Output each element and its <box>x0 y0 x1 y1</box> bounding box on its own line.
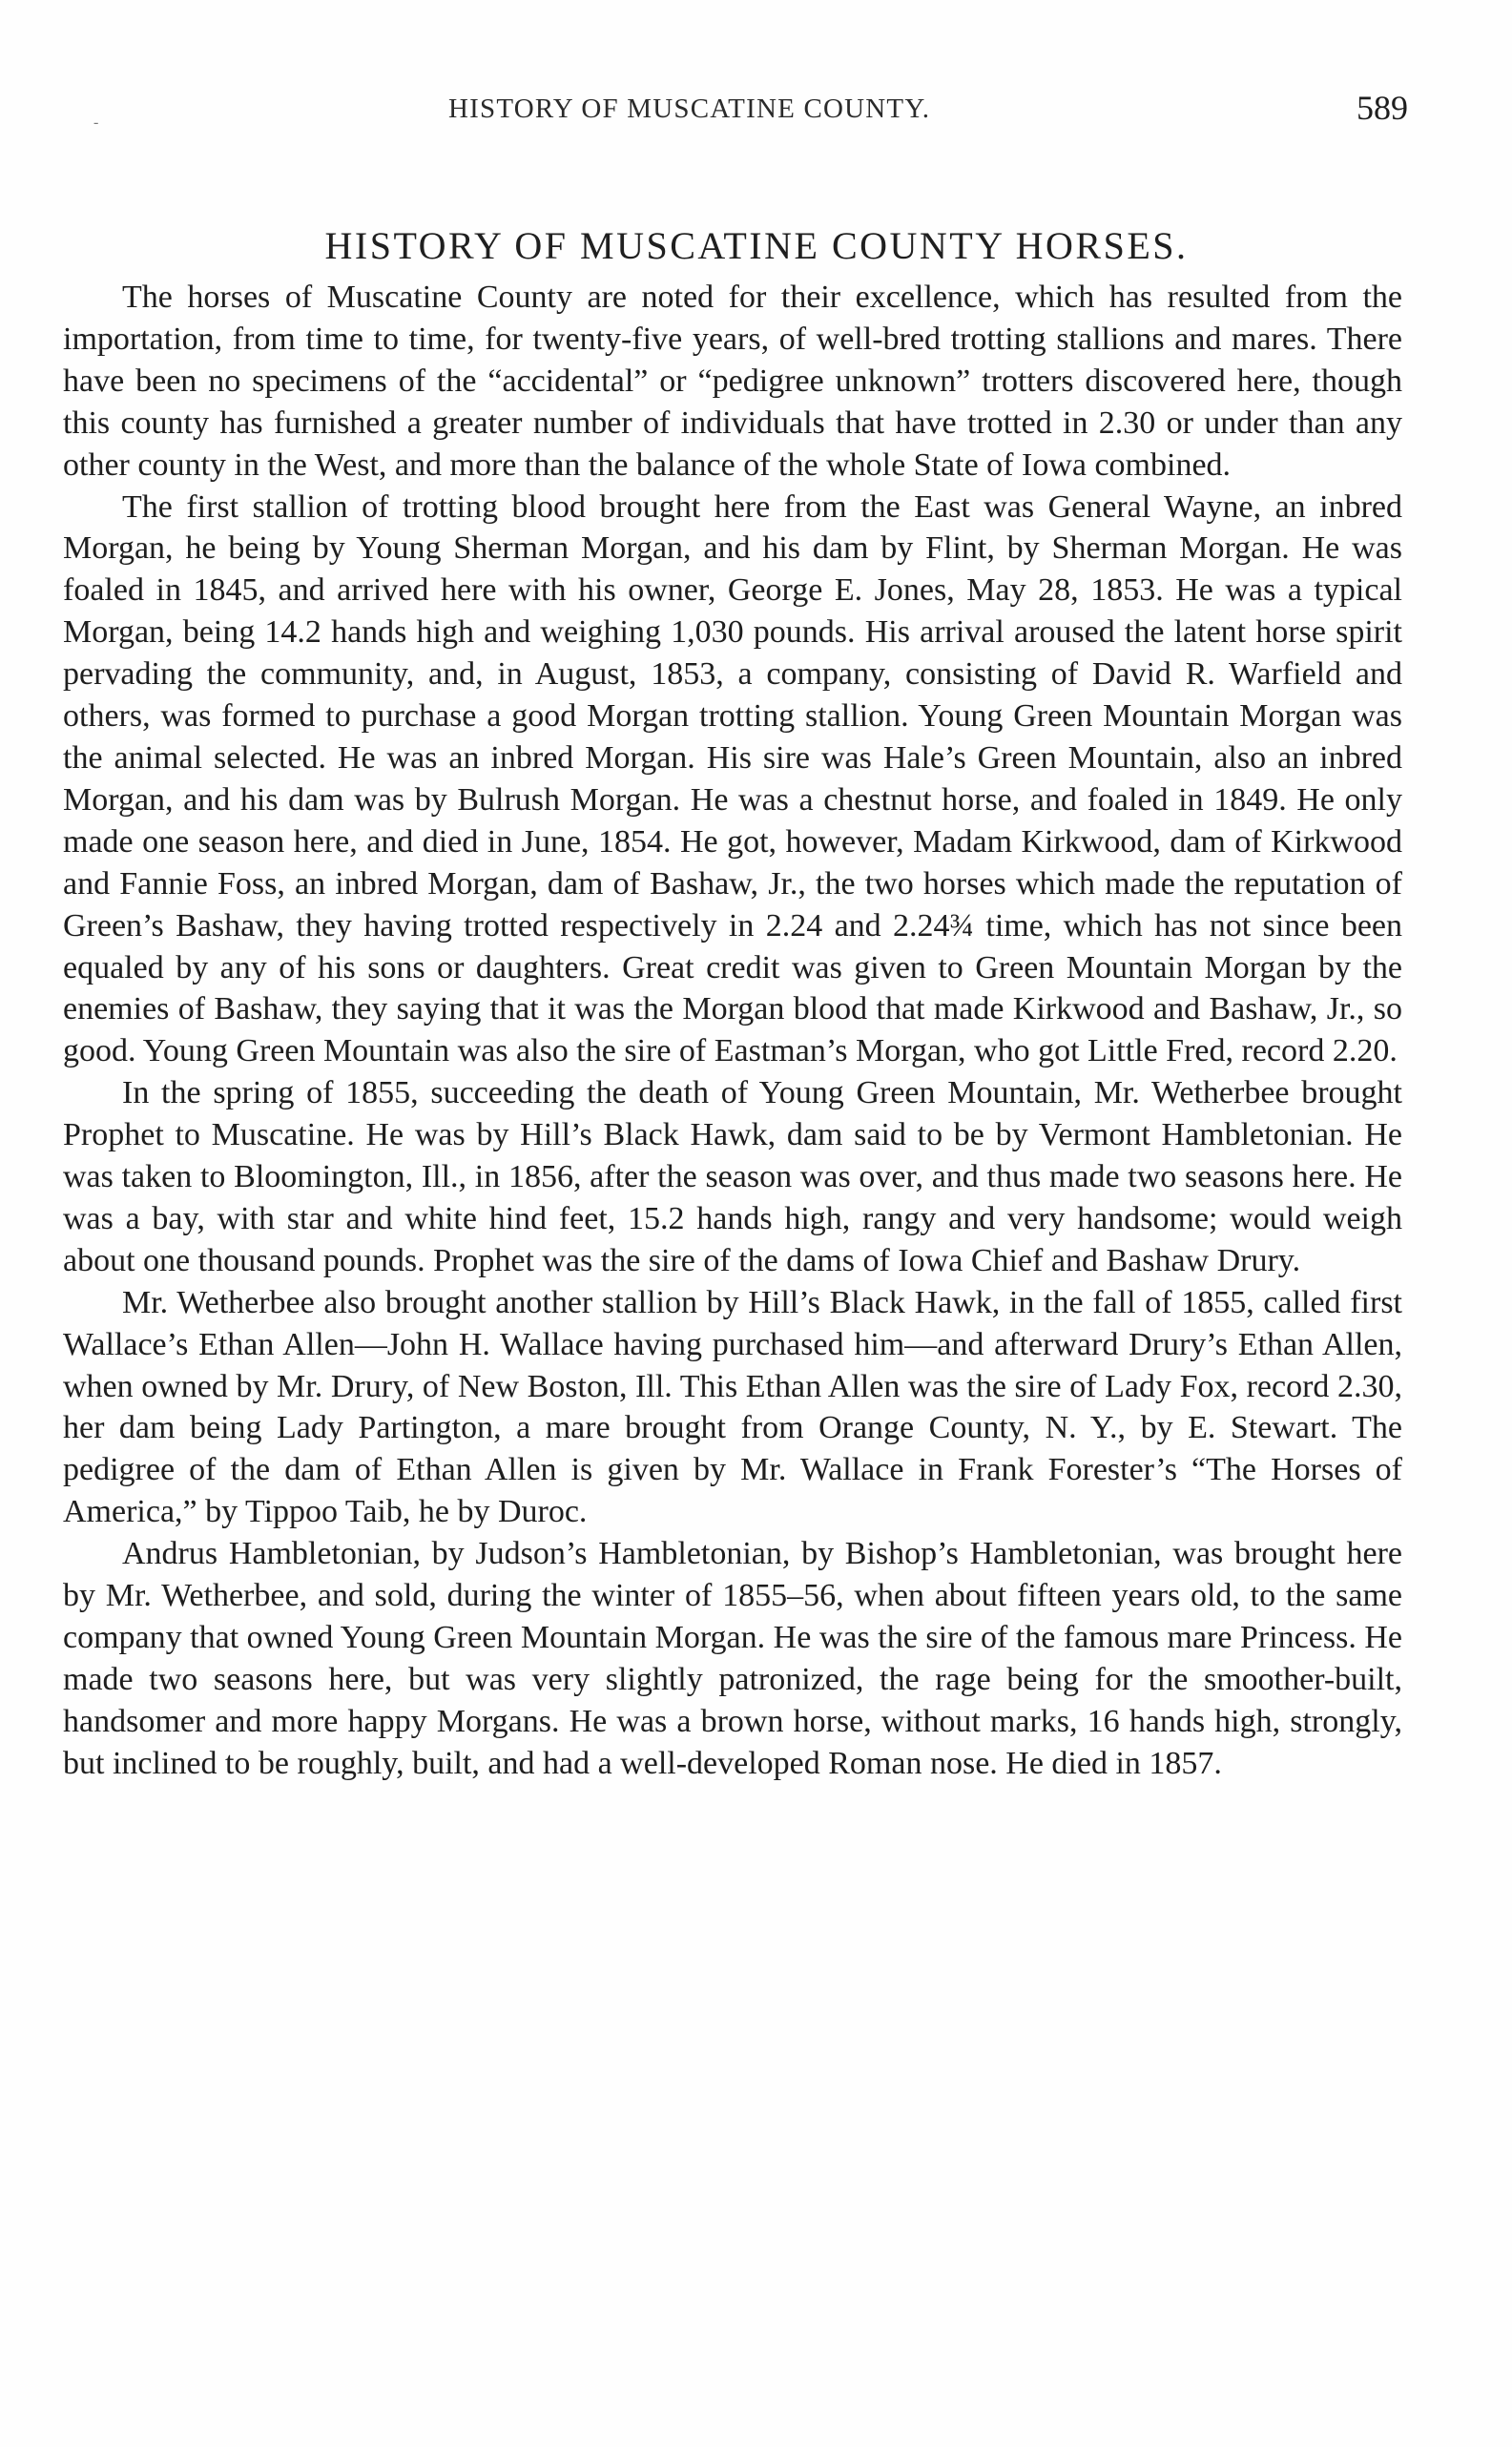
paragraph-prophet: In the spring of 1855, succeeding the death of Young Green Mountain, Mr. Wetherbee brought Prophet to Muscatine. He was by Hill’s Black Hawk, dam said to be by Vermont Hambletonian. He was taken to Bloomington, Ill., in 1856, after the season was over, and thus made two seasons here. He was a bay, with star and white hind feet, 15.2 hands high, rangy and very handsome; would weigh about one thousand pounds. Prophet was the sire of the dams of Iowa Chief and Bashaw Drury. <box>63 1075 1402 1278</box>
paragraph-andrus-hambletonian: Andrus Hambletonian, by Judson’s Hambletonian, by Bishop’s Hambletonian, was brought here by Mr. Wetherbee, and sold, during the winter of 1855–56, when about fifteen years old, to the same company that owned Young Green Mountain Morgan. He was the sire of the famous mare Princess. He made two seasons here, but was very slightly patronized, the rage being for the smoother-built, handsomer and more happy Morgans. He was a brown horse, without marks, 16 hands high, strongly, but inclined to be roughly, built, and had a well-developed Roman nose. He died in 1857. <box>63 1536 1402 1781</box>
paragraph-excellence: The horses of Muscatine County are noted for their excellence, which has resulted from the importation, from time to time, for twenty-five years, of well-bred trotting stallions and mares. There have been no specimens of the “accidental” or “pedigree unknown” trotters discovered here, though this county has furnished a greater number of individuals that have trotted in 2.30 or under than any other county in the West, and more than the balance of the whole State of Iowa combined. <box>63 280 1402 483</box>
stray-ink-mark: - <box>93 114 99 131</box>
article-body <box>63 221 1402 1785</box>
page-number: 589 <box>1357 89 1408 127</box>
paragraph-general-wayne: The first stallion of trotting blood brought here from the East was General Wayne, an inbred Morgan, he being by Young Sherman Morgan, and his dam by Flint, by Sherman Morgan. He was foaled in 1845, and arrived here with his owner, George E. Jones, May 28, 1853. He was a typical Morgan, being 14.2 hands high and weighing 1,030 pounds. His arrival aroused the latent horse spirit pervading the community, and, in August, 1853, a company, consisting of David R. Warfield and others, was formed to purchase a good Morgan trotting stallion. Young Green Mountain Morgan was the animal selected. He was an inbred Morgan. His sire was Hale’s Green Mountain, also an inbred Morgan, and his dam was by Bulrush Morgan. He was a chestnut horse, and foaled in 1849. He only made one season here, and died in June, 1854. He got, however, Madam Kirkwood, dam of Kirkwood and Fannie Foss, an inbred Morgan, dam of Bashaw, Jr., the two horses which made the reputation of Green’s Bashaw, they having trotted respectively in 2.24 and 2.24¾ time, which has not since been equaled by any of his sons or daughters. Great credit was given to Green Mountain Morgan by the enemies of Bashaw, they saying that it was the Morgan blood that made Kirkwood and Bashaw, Jr., so good. Young Green Mountain was also the sire of Eastman’s Morgan, who got Little Fred, record 2.20. <box>63 488 1402 1069</box>
running-title: HISTORY OF MUSCATINE COUNTY. <box>448 93 931 124</box>
article-title: HISTORY OF MUSCATINE COUNTY HORSES. <box>324 224 1189 267</box>
paragraph-ethan-allen: Mr. Wetherbee also brought another stallion by Hill’s Black Hawk, in the fall of 1855, called first Wallace’s Ethan Allen—John H. Wallace having purchased him—and afterward Drury’s Ethan Allen, when owned by Mr. Drury, of New Boston, Ill. This Ethan Allen was the sire of Lady Fox, record 2.30, her dam being Lady Partington, a mare brought from Orange County, N. Y., by E. Stewart. The pedigree of the dam of Ethan Allen is given by Mr. Wallace in Frank Forester’s “The Horses of America,” by Tippoo Taib, he by Duroc. <box>63 1284 1402 1530</box>
running-header <box>0 86 1512 134</box>
